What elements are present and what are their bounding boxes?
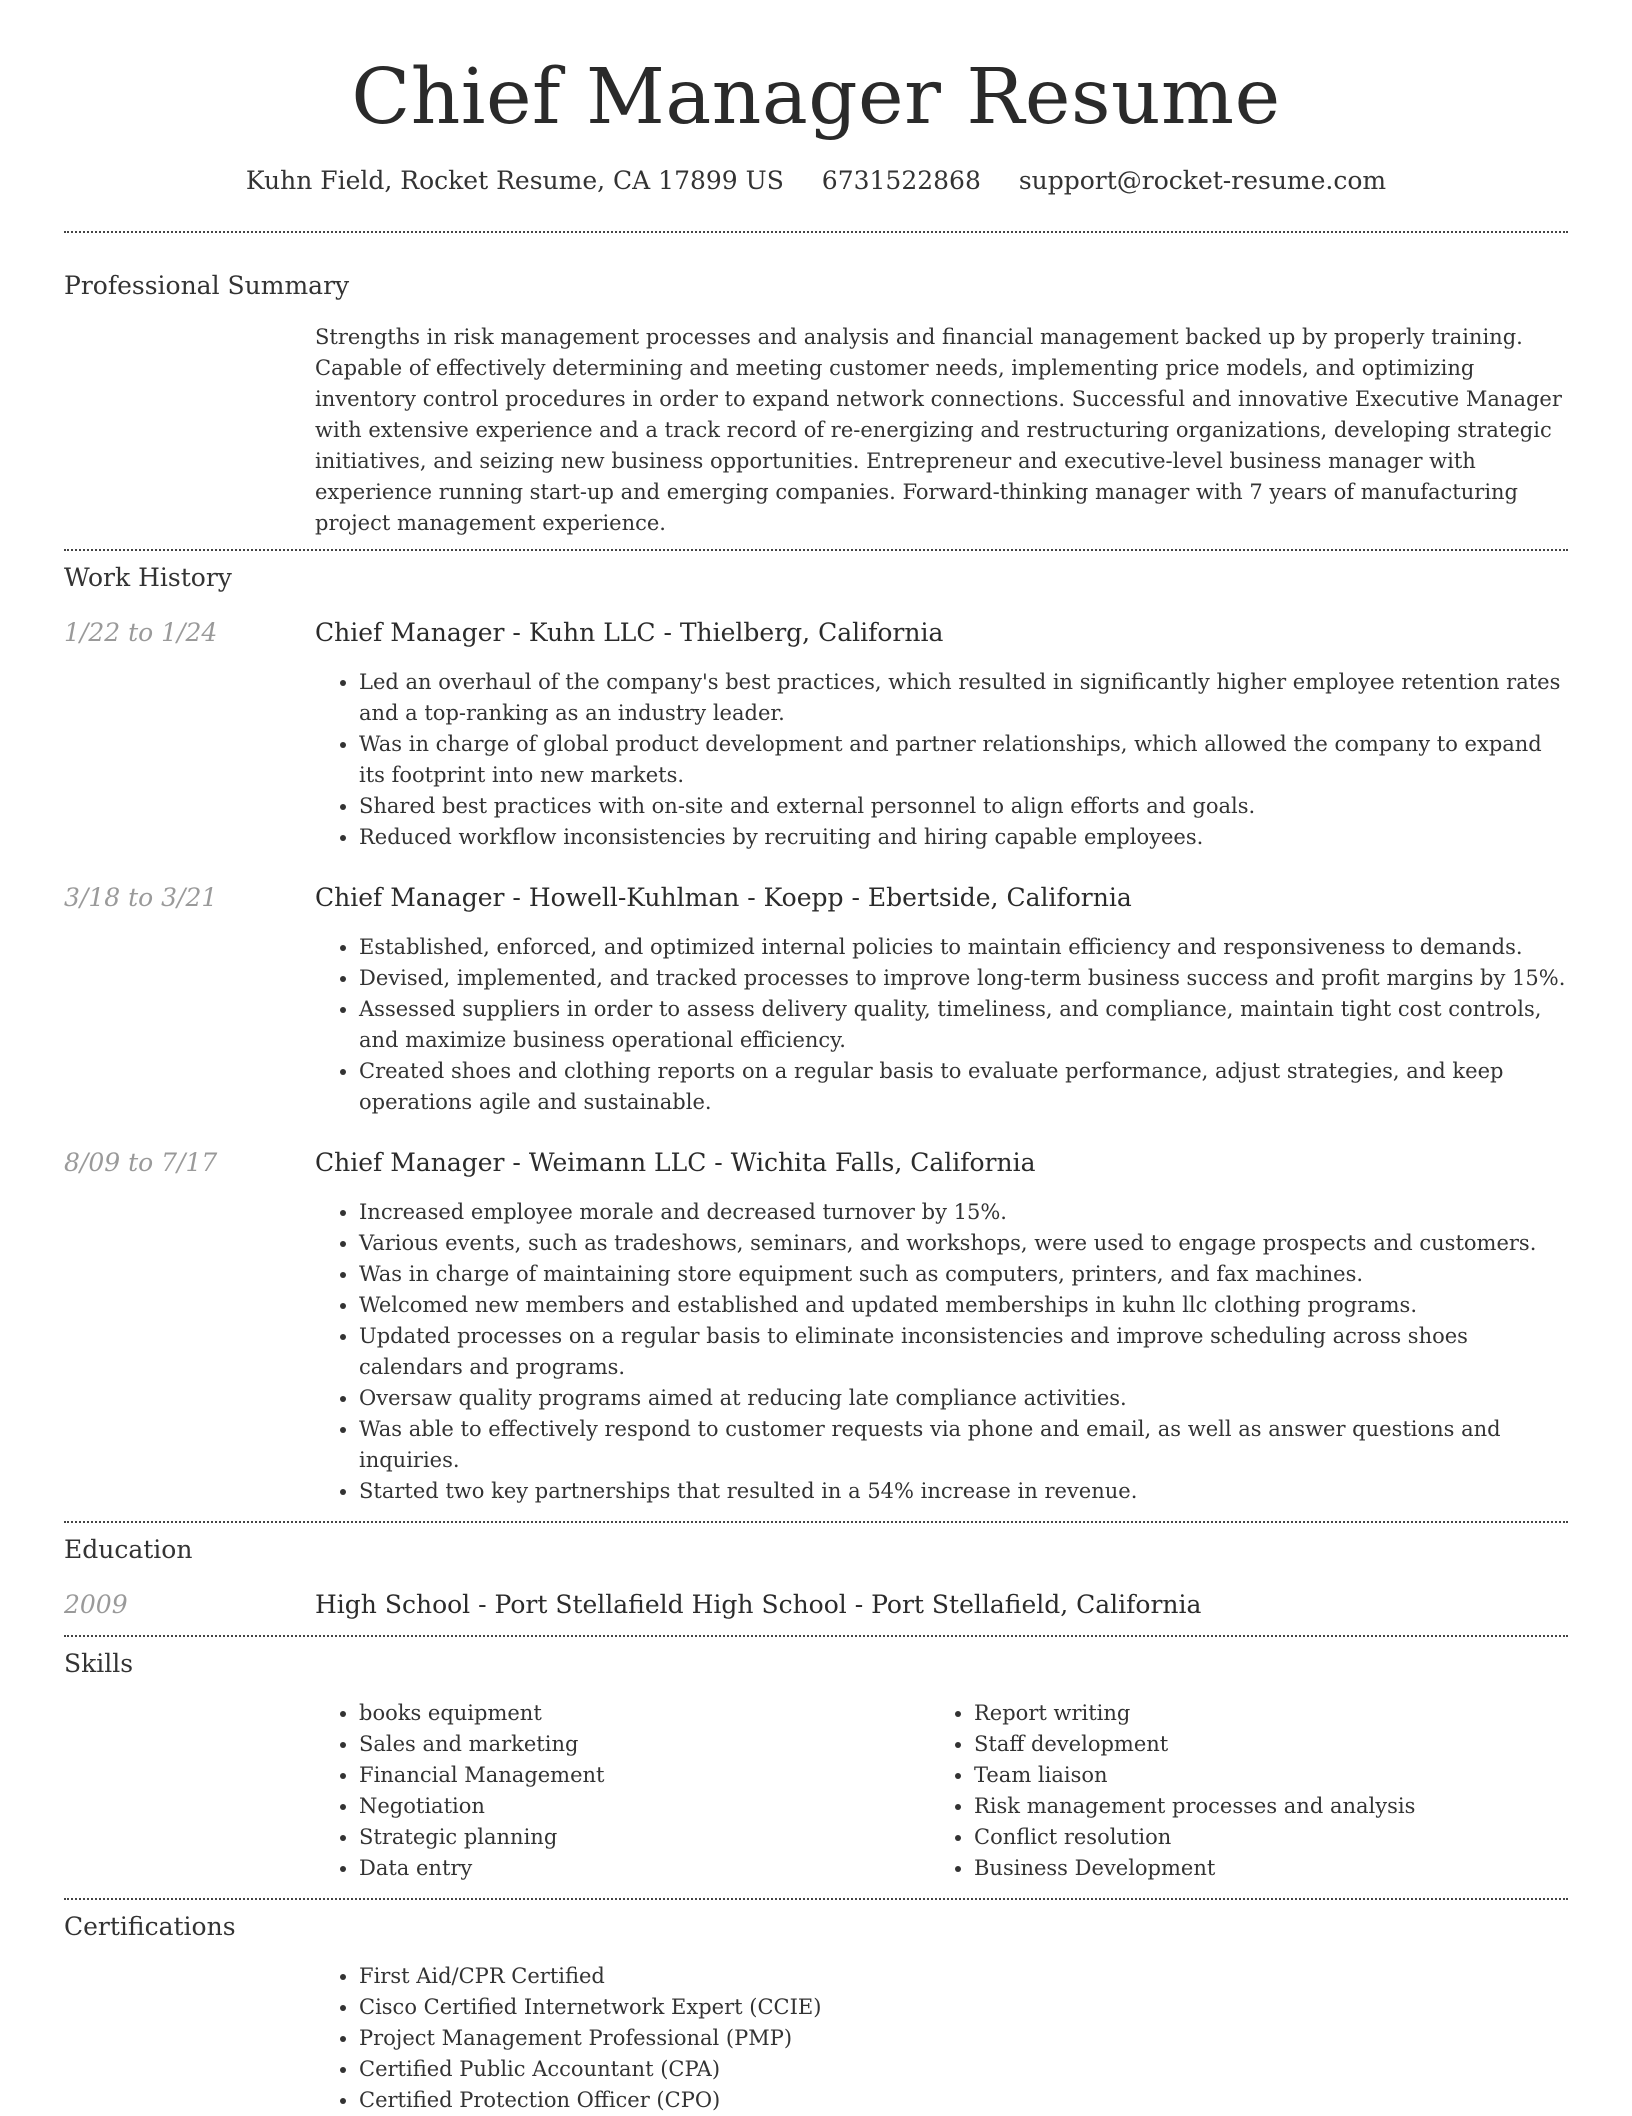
section-divider bbox=[64, 549, 1568, 551]
education-title: High School - Port Stellafield High School - Port Stellafield, California bbox=[315, 1590, 1202, 1620]
list-item: • Was in charge of global product development and partner relationships, which allowed the company to expand its footprint into new markets. bbox=[359, 729, 1568, 791]
list-item: • Reduced workflow inconsistencies by recruiting and hiring capable employees. bbox=[359, 822, 1568, 853]
list-item: • Financial Management bbox=[359, 1760, 930, 1791]
certifications-list bbox=[315, 1961, 1568, 2116]
job-title: Chief Manager - Kuhn LLC - Thielberg, California bbox=[315, 618, 944, 648]
list-item: • Risk management processes and analysis bbox=[974, 1791, 1545, 1822]
list-item: • Certified Protection Officer (CPO) bbox=[359, 2085, 1568, 2116]
list-item: • Strategic planning bbox=[359, 1822, 930, 1853]
certifications-heading: Certifications bbox=[64, 1912, 236, 1942]
list-item: • Staff development bbox=[974, 1729, 1545, 1760]
list-item: • Oversaw quality programs aimed at reducing late compliance activities. bbox=[359, 1383, 1568, 1414]
skills-list-left bbox=[315, 1698, 930, 1884]
list-item: • Team liaison bbox=[974, 1760, 1545, 1791]
list-item: • Data entry bbox=[359, 1853, 930, 1884]
section-divider bbox=[64, 1521, 1568, 1523]
list-item: • Led an overhaul of the company's best practices, which resulted in significantly higher employee retention rates and a top-ranking as an industry leader. bbox=[359, 667, 1568, 729]
job-entry bbox=[64, 883, 1568, 1118]
list-item: • Created shoes and clothing reports on a regular basis to evaluate performance, adjust strategies, and keep operations agile and sustainable. bbox=[359, 1056, 1568, 1118]
summary-text: Strengths in risk management processes and analysis and financial management backed up by properly training. Capable of effectively determining and meeting customer needs, implementing price models, and optimizing inventory control procedures in order to expand network connections. Successful and innovative Executive Manager with extensive experience and a track record of re-energizing and restructuring organizations, developing strategic initiatives, and seizing new business opportunities. Entrepreneur and executive-level business manager with experience running start-up and emerging companies. Forward-thinking manager with 7 years of manufacturing project management experience. bbox=[315, 325, 1562, 536]
education-heading: Education bbox=[64, 1535, 193, 1565]
resume-page bbox=[64, 0, 1568, 2116]
list-item: • Welcomed new members and established and updated memberships in kuhn llc clothing programs. bbox=[359, 1290, 1568, 1321]
job-bullets bbox=[315, 1197, 1568, 1507]
job-bullets bbox=[315, 932, 1568, 1118]
contact-address: Kuhn Field, Rocket Resume, CA 17899 US bbox=[245, 166, 784, 196]
contact-line bbox=[64, 166, 1568, 195]
job-bullets bbox=[315, 667, 1568, 853]
job-title: Chief Manager - Howell-Kuhlman - Koepp - Ebertside, California bbox=[315, 883, 1132, 913]
skills-heading: Skills bbox=[64, 1649, 134, 1679]
list-item: • Conflict resolution bbox=[974, 1822, 1545, 1853]
section-divider bbox=[64, 1635, 1568, 1637]
list-item: • Cisco Certified Internetwork Expert (CCIE) bbox=[359, 1992, 1568, 2023]
job-dates: 3/18 to 3/21 bbox=[64, 883, 218, 913]
skills-grid bbox=[315, 1698, 1568, 1884]
list-item: • Assessed suppliers in order to assess delivery quality, timeliness, and compliance, maintain tight cost controls, and maximize business operational efficiency. bbox=[359, 994, 1568, 1056]
list-item: • Project Management Professional (PMP) bbox=[359, 2023, 1568, 2054]
work-history-heading: Work History bbox=[64, 563, 232, 593]
resume-title: Chief Manager Resume bbox=[351, 53, 1281, 142]
summary-heading: Professional Summary bbox=[64, 271, 350, 301]
list-item: • Was in charge of maintaining store equipment such as computers, printers, and fax machines. bbox=[359, 1259, 1568, 1290]
section-divider bbox=[64, 1898, 1568, 1900]
list-item: • First Aid/CPR Certified bbox=[359, 1961, 1568, 1992]
section-divider bbox=[64, 231, 1568, 233]
skills-list-right bbox=[930, 1698, 1545, 1884]
contact-phone: 6731522868 bbox=[821, 166, 981, 196]
education-year: 2009 bbox=[64, 1590, 128, 1620]
list-item: • Various events, such as tradeshows, seminars, and workshops, were used to engage prospects and customers. bbox=[359, 1228, 1568, 1259]
list-item: • Shared best practices with on-site and external personnel to align efforts and goals. bbox=[359, 791, 1568, 822]
list-item: • books equipment bbox=[359, 1698, 930, 1729]
list-item: • Devised, implemented, and tracked processes to improve long-term business success and profit margins by 15%. bbox=[359, 963, 1568, 994]
list-item: • Increased employee morale and decreased turnover by 15%. bbox=[359, 1197, 1568, 1228]
contact-email: support@rocket-resume.com bbox=[1018, 166, 1387, 196]
list-item: • Was able to effectively respond to customer requests via phone and email, as well as answer questions and inquiries. bbox=[359, 1414, 1568, 1476]
list-item: • Certified Public Accountant (CPA) bbox=[359, 2054, 1568, 2085]
list-item: • Sales and marketing bbox=[359, 1729, 930, 1760]
list-item: • Negotiation bbox=[359, 1791, 930, 1822]
list-item: • Updated processes on a regular basis to eliminate inconsistencies and improve scheduling across shoes calendars and programs. bbox=[359, 1321, 1568, 1383]
job-dates: 8/09 to 7/17 bbox=[64, 1148, 218, 1178]
list-item: • Started two key partnerships that resulted in a 54% increase in revenue. bbox=[359, 1476, 1568, 1507]
job-title: Chief Manager - Weimann LLC - Wichita Falls, California bbox=[315, 1148, 1036, 1178]
job-dates: 1/22 to 1/24 bbox=[64, 618, 218, 648]
list-item: • Report writing bbox=[974, 1698, 1545, 1729]
list-item: • Business Development bbox=[974, 1853, 1545, 1884]
education-entry bbox=[64, 1590, 1568, 1619]
job-entry bbox=[64, 1148, 1568, 1507]
list-item: • Established, enforced, and optimized internal policies to maintain efficiency and responsiveness to demands. bbox=[359, 932, 1568, 963]
job-entry bbox=[64, 618, 1568, 853]
